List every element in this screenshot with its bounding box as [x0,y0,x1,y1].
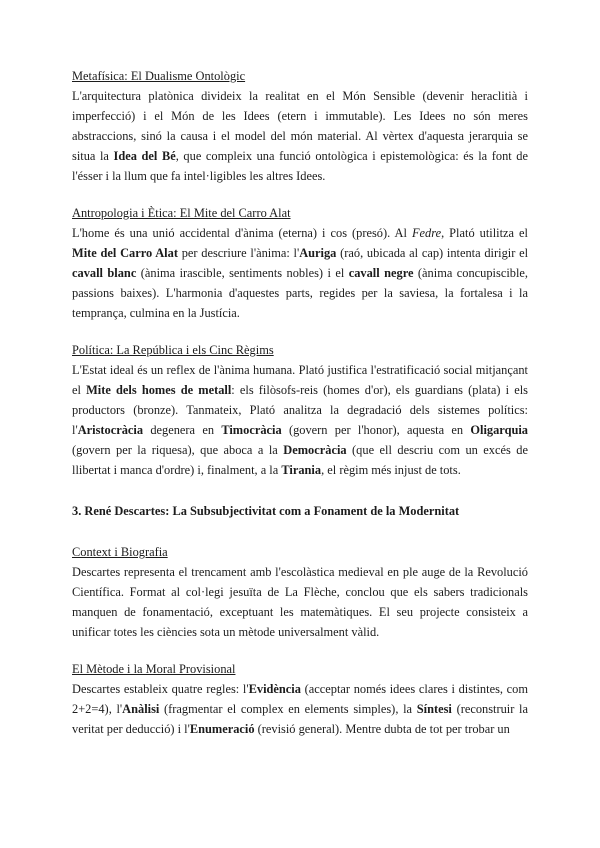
text-run: degenera en [143,423,222,437]
section-heading: Metafísica: El Dualisme Ontològic [72,69,246,83]
bold-term: Enumeració [189,722,255,736]
text-run: L'arquitectura platònica divideix la realitat en el Món Sensible (devenir heraclitià i imperfecció) i el Món de les Idees (etern i immutable). Les Idees no són meres abstraccions, sinó la causa i el model del món material. Al vèrtex d'aquesta jerarquia se situa la [72,89,528,163]
text-run: , Plató utilitza el [441,226,528,240]
section-metaphysics [72,66,528,186]
bold-term: Idea del Bé [113,149,176,163]
section-method [72,659,528,739]
text-run: (fragmentar el complex en elements simples), la [159,702,417,716]
section-heading: Antropologia i Ètica: El Mite del Carro Alat [72,206,291,220]
text-run: , que compleix una funció ontològica i epistemològica: és la font de l'ésser i la llum que fa intel·ligibles les altres Idees. [72,149,528,183]
section-heading: Context i Biografia [72,545,168,559]
chapter-heading: 3. René Descartes: La Subsubjectivitat com a Fonament de la Modernitat [72,504,460,518]
text-run: L'Estat ideal és un reflex de l'ànima humana. Plató justifica l'estratificació social mitjançant el [72,363,528,397]
text-run: (govern per la riquesa), que aboca a la [72,443,284,457]
text-run: , el règim més injust de tots. [321,463,461,477]
section-anthropology [72,203,528,323]
text-run: per descriure l'ànima: l' [177,246,300,260]
text-run: (raó, ubicada al cap) intenta dirigir el [336,246,529,260]
section-politics [72,340,528,480]
bold-term: Aristocràcia [77,423,144,437]
text-run: (govern per l'honor), aquesta en [281,423,471,437]
bold-term: Auriga [299,246,337,260]
bold-term: Síntesi [416,702,452,716]
text-run: Descartes representa el trencament amb l'escolàstica medieval en ple auge de la Revolució Científica. Format al col·legi jesuïta de La Flèche, conclou que els sabers tradicionals manquen de fonamentació, exceptuant les matemàtiques. El seu projecte consisteix a unificar totes les ciències sota un mètode universalment vàlid. [72,565,528,639]
text-run: (ànima irascible, sentiments nobles) i el [136,266,349,280]
bold-term: Evidència [248,682,301,696]
bold-term: Anàlisi [122,702,160,716]
bold-term: cavall negre [348,266,414,280]
bold-term: Timocràcia [221,423,282,437]
section-paragraph [72,360,528,480]
section-heading: Política: La República i els Cinc Règims [72,343,274,357]
text-run: (ànima concupiscible, passions baixes). L'harmonia d'aquestes parts, regides per la saviesa, la fortalesa i la temprança, culmina en la Justícia. [72,266,528,320]
bold-term: Democràcia [283,443,347,457]
bold-term: Mite dels homes de metall [86,383,232,397]
bold-term: Tirania [281,463,322,477]
italic-term: Fedre [411,226,442,240]
section-paragraph [72,223,528,323]
text-run: (reconstruir la veritat per deducció) i l' [72,702,529,736]
text-run: : els filòsofs-reis (homes d'or), els guardians (plata) i els productors (bronze). Tanmateix, Plató analitza la degradació dels sistemes polítics: l' [72,383,528,437]
document-page [72,66,528,756]
bold-term: Oligarquia [470,423,528,437]
text-run: (acceptar només idees clares i distintes, com 2+2=4), l' [72,682,529,716]
section-paragraph [72,679,528,739]
text-run: Descartes estableix quatre regles: l' [72,682,249,696]
text-run: (que ell descriu com un excés de llibertat i manca d'ordre) i, finalment, a la [72,443,528,477]
bold-term: cavall blanc [72,266,137,280]
section-heading: El Mètode i la Moral Provisional [72,662,236,676]
section-context [72,542,528,642]
text-run: (revisió general). Mentre dubta de tot per trobar un [254,722,510,736]
section-paragraph [72,86,528,186]
section-paragraph [72,562,528,642]
text-run: L'home és una unió accidental d'ànima (eterna) i cos (presó). Al [72,226,412,240]
bold-term: Mite del Carro Alat [72,246,178,260]
